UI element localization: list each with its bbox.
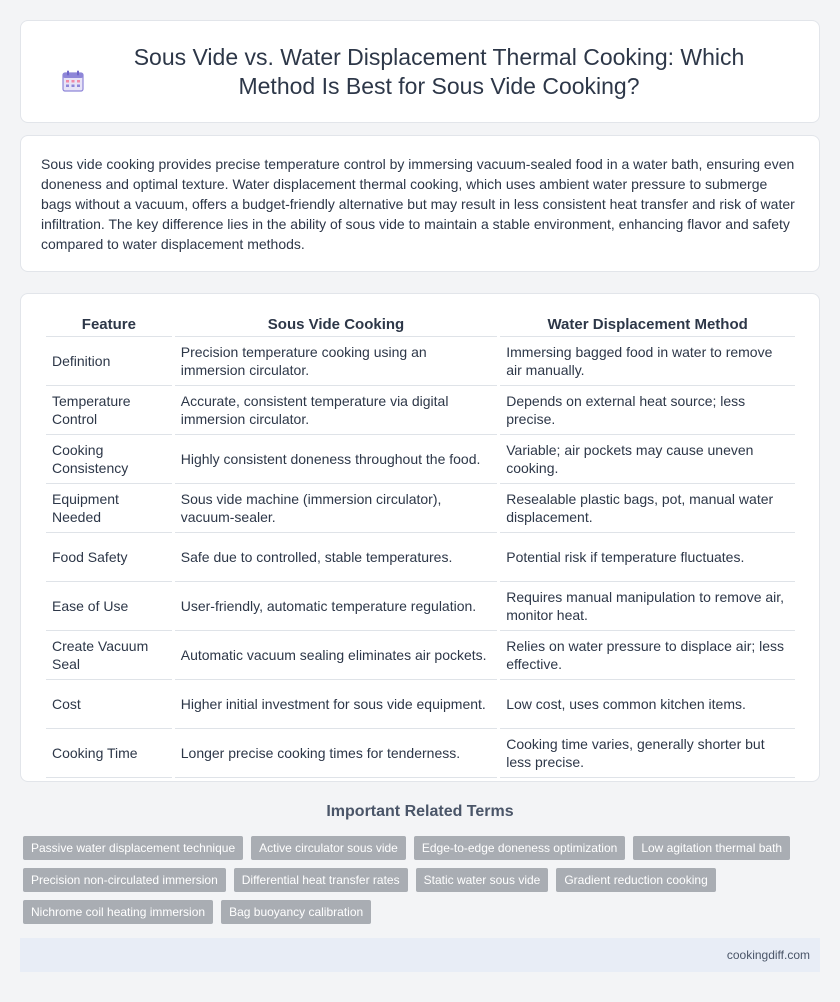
feature-cell: Food Safety (46, 533, 172, 582)
intro-card (20, 135, 820, 272)
related-term-tag[interactable]: Nichrome coil heating immersion (23, 900, 213, 924)
table-row (46, 337, 795, 386)
feature-cell: Equipment Needed (46, 484, 172, 533)
related-term-tag[interactable]: Bag buoyancy calibration (221, 900, 371, 924)
related-terms-title: Important Related Terms (326, 803, 514, 820)
feature-cell: Cooking Time (46, 729, 172, 778)
page-title: Sous Vide vs. Water Displacement Thermal Cooking: Which Method Is Best for Sous Vide Cooking? (133, 43, 745, 99)
table-row (46, 582, 795, 631)
water-displacement-cell: Low cost, uses common kitchen items. (500, 680, 795, 729)
water-displacement-cell: Depends on external heat source; less precise. (500, 386, 795, 435)
table-row (46, 386, 795, 435)
sous-vide-cell: Safe due to controlled, stable temperatures. (175, 533, 497, 582)
header-card (20, 20, 820, 123)
sous-vide-cell: Higher initial investment for sous vide equipment. (175, 680, 497, 729)
sous-vide-cell: Longer precise cooking times for tenderness. (175, 729, 497, 778)
header-feature: Feature (46, 314, 172, 337)
table-row (46, 435, 795, 484)
table-header-row (46, 314, 795, 337)
related-terms-tags (23, 836, 823, 924)
water-displacement-cell: Potential risk if temperature fluctuates. (500, 533, 795, 582)
sous-vide-cell: Highly consistent doneness throughout the food. (175, 435, 497, 484)
related-term-tag[interactable]: Precision non-circulated immersion (23, 868, 226, 892)
calendar-icon (61, 69, 85, 93)
water-displacement-cell: Cooking time varies, generally shorter but less precise. (500, 729, 795, 778)
feature-cell: Ease of Use (46, 582, 172, 631)
table-row (46, 533, 795, 582)
header-sous-vide: Sous Vide Cooking (175, 314, 497, 337)
related-term-tag[interactable]: Low agitation thermal bath (633, 836, 790, 860)
related-term-tag[interactable]: Passive water displacement technique (23, 836, 243, 860)
related-term-tag[interactable]: Edge-to-edge doneness optimization (414, 836, 625, 860)
feature-cell: Cost (46, 680, 172, 729)
header-water-displacement: Water Displacement Method (500, 314, 795, 337)
related-term-tag[interactable]: Gradient reduction cooking (556, 868, 715, 892)
related-term-tag[interactable]: Active circulator sous vide (251, 836, 406, 860)
table-row (46, 729, 795, 778)
table-row (46, 631, 795, 680)
related-term-tag[interactable]: Static water sous vide (416, 868, 549, 892)
related-term-tag[interactable]: Differential heat transfer rates (234, 868, 408, 892)
water-displacement-cell: Relies on water pressure to displace air; less effective. (500, 631, 795, 680)
comparison-table-card (20, 293, 820, 782)
sous-vide-cell: Automatic vacuum sealing eliminates air pockets. (175, 631, 497, 680)
footer-site-link[interactable]: cookingdiff.com (726, 948, 810, 962)
feature-cell: Create Vacuum Seal (46, 631, 172, 680)
sous-vide-cell: Sous vide machine (immersion circulator), vacuum-sealer. (175, 484, 497, 533)
table-row (46, 680, 795, 729)
sous-vide-cell: Precision temperature cooking using an immersion circulator. (175, 337, 497, 386)
water-displacement-cell: Resealable plastic bags, pot, manual water displacement. (500, 484, 795, 533)
feature-cell: Cooking Consistency (46, 435, 172, 484)
water-displacement-cell: Variable; air pockets may cause uneven cooking. (500, 435, 795, 484)
sous-vide-cell: User-friendly, automatic temperature regulation. (175, 582, 497, 631)
feature-cell: Temperature Control (46, 386, 172, 435)
table-row (46, 484, 795, 533)
water-displacement-cell: Immersing bagged food in water to remove air manually. (500, 337, 795, 386)
footer (20, 938, 820, 972)
comparison-table (43, 314, 798, 778)
water-displacement-cell: Requires manual manipulation to remove air, monitor heat. (500, 582, 795, 631)
intro-text: Sous vide cooking provides precise temperature control by immersing vacuum-sealed food in a water bath, ensuring even doneness and optimal texture. Water displacement thermal cooking, which uses ambient water pressure to submerge bags without a vacuum, offers a budget-friendly alternative but may result in less consistent heat transfer and risk of water infiltration. The key difference lies in the ability of sous vide to maintain a stable environment, enhancing flavor and safety compared to water displacement methods. (41, 156, 795, 252)
sous-vide-cell: Accurate, consistent temperature via digital immersion circulator. (175, 386, 497, 435)
feature-cell: Definition (46, 337, 172, 386)
